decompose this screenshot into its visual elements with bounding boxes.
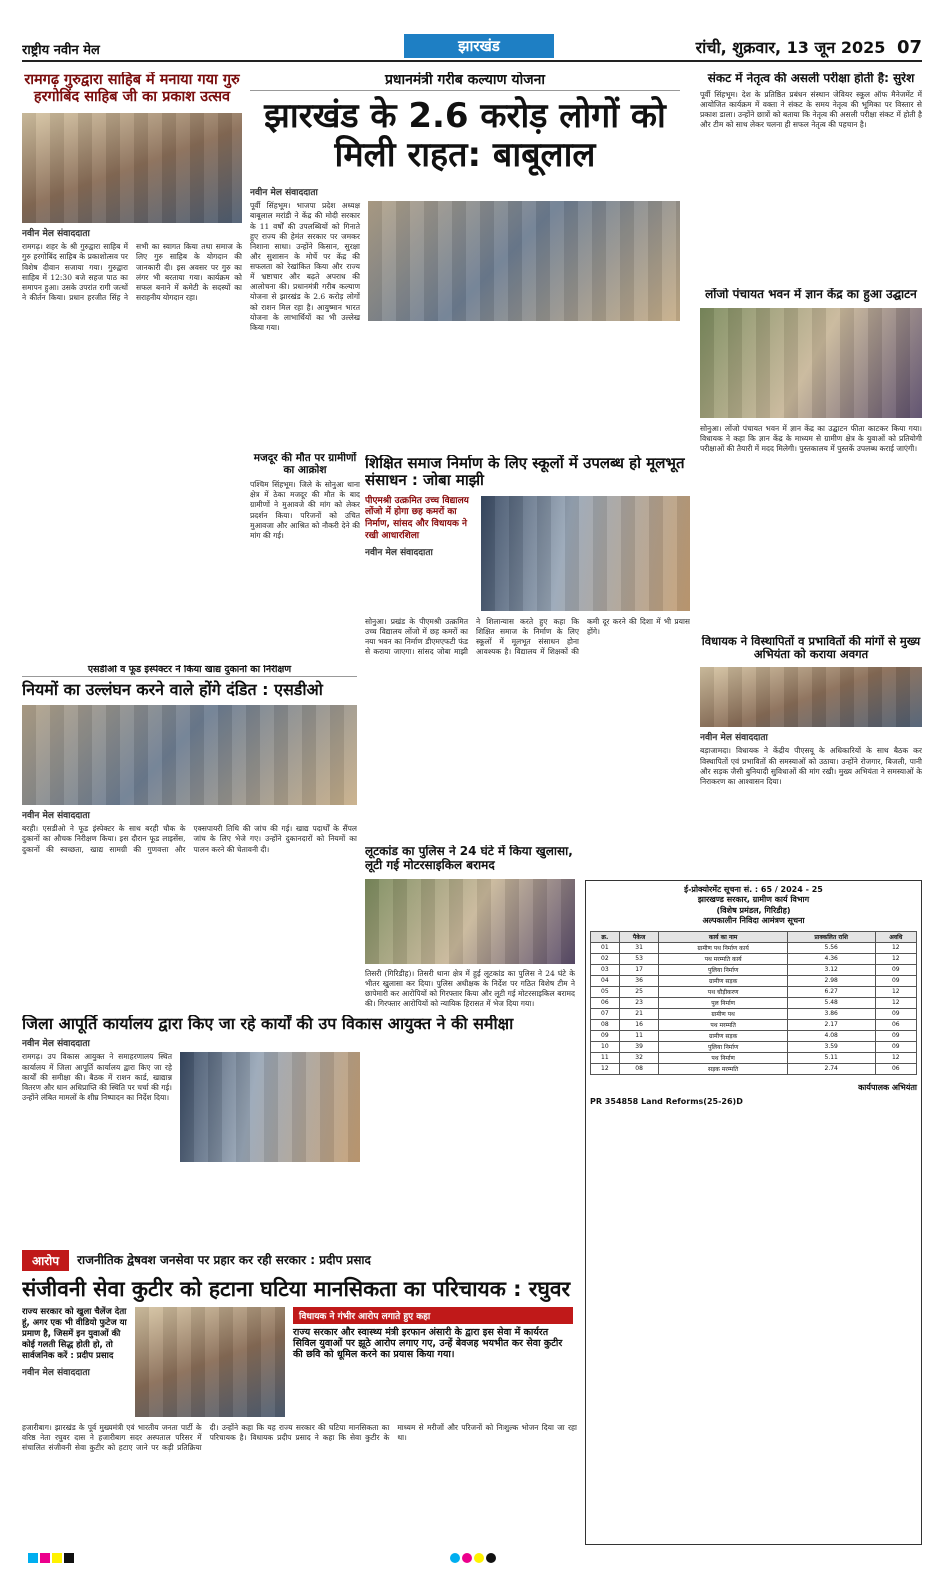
tender-cell: 06 — [875, 1019, 916, 1030]
tender-cell: 09 — [875, 975, 916, 986]
tender-row — [591, 986, 917, 997]
page-number: 07 — [896, 37, 922, 58]
tender-row — [591, 1041, 917, 1052]
tender-row — [591, 1052, 917, 1063]
tender-cell: 5.11 — [787, 1052, 875, 1063]
main-kicker: प्रधानमंत्री गरीब कल्याण योजना — [250, 72, 680, 91]
vidhayak-body: बड़ाजामदा। विधायक ने केंद्रीय पीएसयू के अधिकारियों के साथ बैठक कर विस्थापितों एवं प्रभावितों की समस्याओं को उठाया। उन्होंने रोजगार, बिजली, पानी और सड़क जैसी बुनियादी सुविधाओं की मांग रखी। मुख्य अभियंता ने समस्याओं के निराकरण का आश्वासन दिया। — [700, 746, 922, 786]
vidhayak-byline: नवीन मेल संवाददाता — [700, 733, 768, 744]
lojo-headline: लोंजो पंचायत भवन में ज्ञान केंद्र का हुआ उद्घाटन — [705, 288, 917, 301]
registration-mark — [28, 1553, 38, 1563]
tender-cell: 53 — [619, 953, 659, 964]
school-story — [365, 455, 690, 840]
date-text: रांची, शुक्रवार, 13 जून 2025 — [695, 38, 886, 57]
tender-cell: 31 — [619, 942, 659, 953]
registration-mark — [450, 1553, 460, 1563]
upvikas-body: रामगढ़। उप विकास आयुक्त ने समाहरणालय स्थित कार्यालय में जिला आपूर्ति कार्यालय द्वारा किए जा रहे कार्यों की समीक्षा की। बैठक में राशन कार्ड, खाद्यान्न वितरण और धान अधिप्राप्ति की स्थिति पर चर्चा की गई। उन्होंने लंबित मामलों के शीघ्र निष्पादन का निर्देश दिया। — [22, 1052, 172, 1102]
raghuvar-photo — [135, 1307, 285, 1417]
loot-photo — [365, 879, 575, 964]
tender-cell: 12 — [875, 986, 916, 997]
tender-cell: 06 — [875, 1063, 916, 1074]
registration-mark — [64, 1553, 74, 1563]
tender-cell: 5.56 — [787, 942, 875, 953]
school-photo — [481, 496, 690, 611]
tender-cell: ग्रामीण सड़क — [659, 1030, 787, 1041]
tender-cell: ग्रामीण पथ निर्माण कार्य — [659, 942, 787, 953]
tender-cell: 06 — [591, 997, 620, 1008]
tender-row — [591, 964, 917, 975]
tender-cell: 16 — [619, 1019, 659, 1030]
raghuvar-byline: नवीन मेल संवाददाता — [22, 1368, 90, 1379]
tender-cell: 08 — [591, 1019, 620, 1030]
tender-pr: PR 354858 Land Reforms(25-26)D — [590, 1096, 743, 1106]
tender-cell: 08 — [619, 1063, 659, 1074]
tender-cell: 3.86 — [787, 1008, 875, 1019]
tender-cell: 03 — [591, 964, 620, 975]
main-byline: नवीन मेल संवाददाता — [250, 188, 318, 199]
main-body: पूर्वी सिंहभूम। भाजपा प्रदेश अध्यक्ष बाबूलाल मरांडी ने केंद्र की मोदी सरकार के 11 वर्षों की उपलब्धियों को गिनाते हुए राज्य की हेमंत सरकार पर जमकर निशाना साधा। उन्होंने किसान, सुरक्षा और सुशासन के मोर्चे पर केंद्र की सफलता को रेखांकित किया और राज्य में भ्रष्टाचार और बढ़ते अपराध की आलोचना की। प्रधानमंत्री गरीब कल्याण योजना से झारखंड के 2.6 करोड़ लोगों को राशन मिल रहा है। आयुष्मान भारत योजना के लाभार्थियों का भी उल्लेख किया गया। — [250, 201, 360, 332]
tender-cell: 09 — [591, 1030, 620, 1041]
raghuvar-kicker: राजनीतिक द्वेषवश जनसेवा पर प्रहार कर रही सरकार : प्रदीप प्रसाद — [77, 1252, 371, 1267]
sdo-byline: नवीन मेल संवाददाता — [22, 811, 90, 822]
mazdoor-headline: मजदूर की मौत पर ग्रामीणों का आक्रोश — [253, 452, 357, 477]
mazdoor-body: पश्चिम सिंहभूम। जिले के सोनुआ थाना क्षेत्र में ठेका मजदूर की मौत के बाद ग्रामीणों ने मुआवजे की मांग को लेकर प्रदर्शन किया। परिजनों को उचित मुआवजा और आश्रित को नौकरी देने की मांग की गई। — [250, 480, 360, 540]
tender-cell: ग्रामीण पथ — [659, 1008, 787, 1019]
tender-cell: 25 — [619, 986, 659, 997]
tender-cell: पुलिया निर्माण — [659, 1041, 787, 1052]
loot-body: तिसरी (गिरिडीह)। तिसरी थाना क्षेत्र में हुई लूटकांड का पुलिस ने 24 घंटे के भीतर खुलासा कर दिया। पुलिस अधीक्षक के निर्देश पर गठित विशेष टीम ने छापेमारी कर आरोपियों को गिरफ्तार किया और लूटी गई मोटरसाइकिल बरामद की। गिरफ्तार आरोपियों को न्यायिक हिरासत में भेज दिया गया। — [365, 968, 575, 1008]
tender-col-header: पैकेज — [619, 931, 659, 942]
tender-row — [591, 997, 917, 1008]
raghuvar-tag: आरोप — [22, 1250, 69, 1271]
lojo-story — [700, 288, 922, 628]
tender-cell: सड़क मरम्मति — [659, 1063, 787, 1074]
tender-cell: 3.59 — [787, 1041, 875, 1052]
tender-cell: 10 — [591, 1041, 620, 1052]
tender-cell: 4.36 — [787, 953, 875, 964]
sdo-headline: नियमों का उल्लंघन करने वाले होंगे दंडित : एसडीओ — [22, 679, 323, 699]
tender-col-header: अवधि — [875, 931, 916, 942]
lojo-photo — [700, 308, 922, 418]
tender-col-header: कार्य का नाम — [659, 931, 787, 942]
upvikas-story — [22, 1015, 577, 1245]
school-bullet: पीएमश्री उत्क्रमित उच्च विद्यालय लोंजो में होगा छह कमरों का निर्माण, सांसद और विधायक ने रखी आधारशिला — [365, 495, 469, 541]
upvikas-headline: जिला आपूर्ति कार्यालय द्वारा किए जा रहे कार्यों की उप विकास आयुक्त ने की समीक्षा — [22, 1015, 514, 1033]
tender-cell: 2.98 — [787, 975, 875, 986]
mazdoor-story — [250, 452, 360, 652]
tender-cell: 12 — [591, 1063, 620, 1074]
tender-cell: 12 — [875, 997, 916, 1008]
tender-cell: 09 — [875, 964, 916, 975]
tender-row — [591, 942, 917, 953]
tender-cell: 4.08 — [787, 1030, 875, 1041]
raghuvar-bullet: राज्य सरकार को खुला चैलेंज देता हूं, अगर एक भी वीडियो फुटेज या प्रमाण है, जिसमें इन युवाओं की कोई गलती सिद्ध होती हो, तो सार्वजनिक करें : प्रदीप प्रसाद — [22, 1307, 127, 1362]
sdo-kicker: एसडीओ व फूड इंस्पेक्टर ने किया खाद्य दुकानों का निरीक्षण — [22, 665, 357, 677]
main-story — [250, 72, 680, 452]
tender-cell: 02 — [591, 953, 620, 964]
tender-cell: 04 — [591, 975, 620, 986]
tender-cell: 36 — [619, 975, 659, 986]
tender-row — [591, 1019, 917, 1030]
tender-cell: 2.74 — [787, 1063, 875, 1074]
tender-cell: 12 — [875, 953, 916, 964]
tender-footer: कार्यपालक अभियंता — [858, 1082, 917, 1092]
upvikas-photo — [180, 1052, 360, 1162]
paper-name: राष्ट्रीय नवीन मेल — [22, 43, 100, 58]
registration-mark — [40, 1553, 50, 1563]
sdo-photo — [22, 705, 357, 805]
section-label: झारखंड — [404, 34, 554, 58]
gurudwara-photo — [22, 113, 242, 223]
sdo-story — [22, 665, 357, 1010]
tender-cell: 5.48 — [787, 997, 875, 1008]
gurudwara-headline: रामगढ़ गुरुद्वारा साहिब में मनाया गया गुरु हरगोबिंद साहिब जी का प्रकाश उत्सव — [24, 72, 240, 105]
tender-cell: 23 — [619, 997, 659, 1008]
school-body: सोनुआ। प्रखंड के पीएमश्री उत्क्रमित उच्च विद्यालय लोंजो में छह कमरों का नया भवन का निर्माण डीएमएफटी फंड से कराया जाएगा। सांसद जोबा माझी ने शिलान्यास करते हुए कहा कि शिक्षित समाज के निर्माण के लिए स्कूलों में मूलभूत संसाधन होना आवश्यक है। विद्यालय में शिक्षकों की कमी दूर करने की दिशा में भी प्रयास होंगे। — [365, 616, 690, 656]
gurudwara-story — [22, 72, 242, 572]
tender-cell: 2.17 — [787, 1019, 875, 1030]
tender-cell: 09 — [875, 1008, 916, 1019]
tender-row — [591, 1030, 917, 1041]
registration-mark — [52, 1553, 62, 1563]
suresh-headline: संकट में नेतृत्व की असली परीक्षा होती है: सुरेश — [707, 72, 915, 85]
tender-cell: पथ मरम्मति — [659, 1019, 787, 1030]
lojo-body: सोनुआ। लोंजो पंचायत भवन में ज्ञान केंद्र का उद्घाटन फीता काटकर किया गया। विधायक ने कहा कि ज्ञान केंद्र के माध्यम से ग्रामीण क्षेत्र के युवाओं को प्रतियोगी परीक्षाओं की तैयारी में मदद मिलेगी। पुस्तकालय में पुस्तकें उपलब्ध कराई जाएंगी। — [700, 423, 922, 454]
gurudwara-byline: नवीन मेल संवाददाता — [22, 229, 90, 240]
registration-mark — [474, 1553, 484, 1563]
sdo-body: बरही। एसडीओ ने फूड इंस्पेक्टर के साथ बरही चौक के दुकानों का औचक निरीक्षण किया। इस दौरान फूड लाइसेंस, दुकानों की स्वच्छता, खाद्य सामग्री की गुणवत्ता और एक्सपायरी तिथि की जांच की गई। खाद्य पदार्थों के सैंपल जांच के लिए भेजे गए। उन्होंने दुकानदारों को नियमों का पालन करने की चेतावनी दी। — [22, 824, 357, 854]
tender-cell: 12 — [875, 1052, 916, 1063]
raghuvar-story — [22, 1250, 577, 1550]
tender-col-header: प्राक्कलित राशि — [787, 931, 875, 942]
school-byline: नवीन मेल संवाददाता — [365, 548, 433, 559]
tender-row — [591, 975, 917, 986]
tender-cell: ग्रामीण सड़क — [659, 975, 787, 986]
tender-cell: 3.12 — [787, 964, 875, 975]
tender-cell: 05 — [591, 986, 620, 997]
tender-row — [591, 953, 917, 964]
tender-col-header: क्र. — [591, 931, 620, 942]
raghuvar-headline: संजीवनी सेवा कुटीर को हटाना घटिया मानसिकता का परिचायक : रघुवर — [22, 1277, 571, 1301]
gurudwara-body: रामगढ़। शहर के श्री गुरुद्वारा साहिब में गुरु हरगोबिंद साहिब के प्रकाशोत्सव पर विशेष दीवान सजाया गया। गुरुद्वारा साहिब में 12:30 बजे सहज पाठ का समापन हुआ। उसके उपरांत रागी जत्थों ने कीर्तन किया। प्रधान हरजीत सिंह ने सभी का स्वागत किया तथा समाज के लिए गुरु साहिब के योगदान की जानकारी दी। इस अवसर पर गुरु का लंगर भी बरताया गया। कार्यक्रम को सफल बनाने में कमेटी के सदस्यों का सराहनीय योगदान रहा। — [22, 242, 242, 302]
vidhayak-story — [700, 635, 922, 875]
registration-mark — [486, 1553, 496, 1563]
tender-cell: पुलिया निर्माण — [659, 964, 787, 975]
raghuvar-boxhead: विधायक ने गंभीर आरोप लगाते हुए कहा — [293, 1307, 573, 1324]
school-headline: शिक्षित समाज निर्माण के लिए स्कूलों में उपलब्ध हो मूलभूत संसाधन : जोबा माझी — [365, 455, 685, 490]
tender-cell: पथ चौड़ीकरण — [659, 986, 787, 997]
tender-cell: 11 — [619, 1030, 659, 1041]
tender-cell: 09 — [875, 1041, 916, 1052]
upvikas-byline: नवीन मेल संवाददाता — [22, 1039, 90, 1050]
suresh-body: पूर्वी सिंहभूम। देश के प्रतिष्ठित प्रबंधन संस्थान जेवियर स्कूल ऑफ मैनेजमेंट में आयोजित कार्यक्रम में वक्ता ने संकट के समय नेतृत्व की भूमिका पर विस्तार से प्रकाश डाला। उन्होंने छात्रों को बताया कि नेतृत्व की असली परीक्षा संकट में होती है और टीम को साथ लेकर चलना ही सफल नेतृत्व की पहचान है। — [700, 89, 922, 130]
main-headline: झारखंड के 2.6 करोड़ लोगों को मिली राहत: बाबूलाल — [264, 96, 666, 176]
tender-cell: 12 — [875, 942, 916, 953]
tender-cell: 39 — [619, 1041, 659, 1052]
tender-number: ई-प्रोक्योरमेंट सूचना सं. : 65 / 2024 - 25 — [684, 885, 823, 894]
vidhayak-photo — [700, 667, 922, 727]
tender-cell: पुल निर्माण — [659, 997, 787, 1008]
tender-dept: झारखण्ड सरकार, ग्रामीण कार्य विभाग — [697, 895, 810, 905]
tender-notice — [585, 880, 922, 1545]
registration-mark — [462, 1553, 472, 1563]
tender-title: अल्पकालीन निविदा आमंत्रण सूचना — [702, 916, 805, 926]
raghuvar-body: हजारीबाग। झारखंड के पूर्व मुख्यमंत्री एवं भारतीय जनता पार्टी के वरिष्ठ नेता रघुवर दास ने हजारीबाग सदर अस्पताल परिसर में संचालित संजीवनी सेवा कुटीर को हटाए जाने पर कड़ी प्रतिक्रिया दी। उन्होंने कहा कि यह राज्य सरकार की घटिया मानसिकता का परिचायक है। विधायक प्रदीप प्रसाद ने कहा कि सेवा कुटीर के माध्यम से मरीजों और परिजनों को निःशुल्क भोजन दिया जा रहा था। — [22, 1423, 577, 1453]
main-photo — [368, 201, 680, 321]
tender-office: (विशेष प्रमंडल, गिरिडीह) — [716, 905, 791, 915]
dateline — [696, 36, 922, 58]
loot-headline: लूटकांड का पुलिस ने 24 घंटे में किया खुलासा, लूटी गई मोटरसाइकिल बरामद — [365, 845, 573, 872]
suresh-story — [700, 72, 922, 282]
tender-cell: 11 — [591, 1052, 620, 1063]
tender-cell: 09 — [875, 1030, 916, 1041]
tender-cell: 6.27 — [787, 986, 875, 997]
tender-row — [591, 1063, 917, 1074]
tender-cell: 01 — [591, 942, 620, 953]
raghuvar-boxtext: राज्य सरकार और स्वास्थ्य मंत्री इरफान अंसारी के द्वारा इस सेवा में कार्यरत सिविल युवाओं पर झूठे आरोप लगाए गए, उन्हें बेवजह भयभीत कर सेवा कुटीर की छवि को धूमिल करने का प्रयास किया गया। — [293, 1327, 563, 1360]
tender-cell: 07 — [591, 1008, 620, 1019]
tender-cell: पथ निर्माण — [659, 1052, 787, 1063]
masthead — [22, 34, 922, 62]
tender-cell: पथ मरम्मति कार्य — [659, 953, 787, 964]
tender-table — [590, 931, 917, 1075]
tender-cell: 17 — [619, 964, 659, 975]
tender-cell: 21 — [619, 1008, 659, 1019]
tender-row — [591, 1008, 917, 1019]
vidhayak-headline: विधायक ने विस्थापितों व प्रभावितों की मांगों से मुख्य अभियंता को कराया अवगत — [701, 635, 921, 662]
tender-cell: 32 — [619, 1052, 659, 1063]
